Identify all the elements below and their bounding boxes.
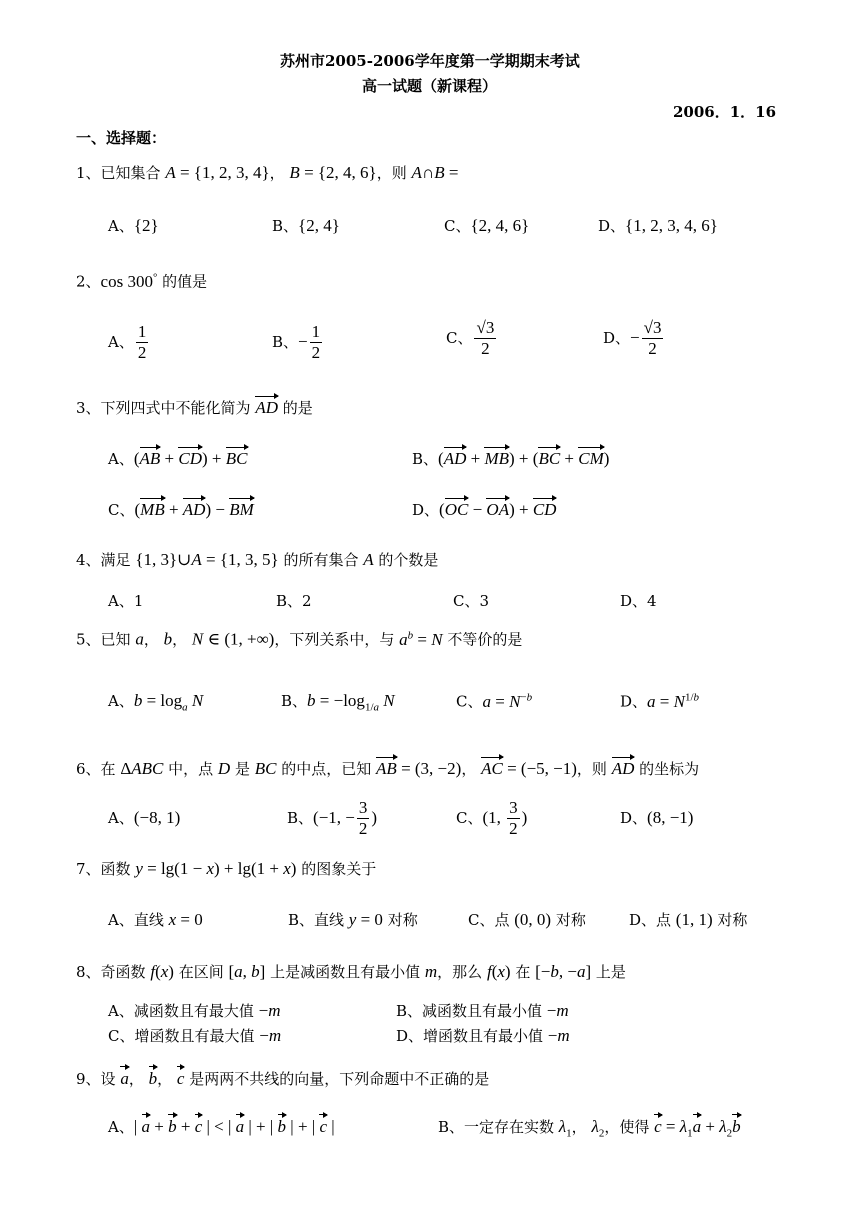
q4-option-a: A、1 xyxy=(108,592,144,610)
q8-option-d: D、增函数且有最小值 −m xyxy=(396,1026,570,1045)
question-1-stem: 1、已知集合 A = {1, 2, 3, 4}， B = {2, 4, 6}，则 A∩B = xyxy=(76,163,459,182)
question-8-stem: 8、奇函数 f(x) 在区间 [a, b] 上是减函数且有最小值 m，那么 f(x) 在 [−b, −a] 上是 xyxy=(76,962,626,981)
q4-option-c: C、3 xyxy=(453,592,490,610)
q1-option-a: A、{2} xyxy=(108,216,159,235)
q1-option-b: B、{2, 4} xyxy=(272,216,340,235)
q5-option-c: C、$a = N^{-b}$ xyxy=(456,691,533,711)
q9-option-a: A、| a + b + c | < | a | + | b | + | c | xyxy=(108,1117,335,1136)
q8-option-a: A、减函数且有最大值 −m xyxy=(108,1001,281,1020)
question-3-stem: 3、下列四式中不能化简为 AD 的是 xyxy=(76,398,313,417)
question-9-stem: 9、设 a， b， c 是两两不共线的向量，下列命题中不正确的是 xyxy=(76,1069,490,1088)
q5-option-b: B、$b = -\log_{1/a}$ N xyxy=(281,691,395,714)
q7-option-d: D、点 (1, 1) 对称 xyxy=(629,910,748,929)
question-2-stem: 2、cos 300° 的值是 xyxy=(76,271,208,291)
q2-option-a: A、 $\frac{1}{2}$ xyxy=(108,322,147,363)
question-4-stem: 4、满足 {1, 3}∪A = {1, 3, 5} 的所有集合 A 的个数是 xyxy=(76,550,439,569)
q7-option-c: C、点 (0, 0) 对称 xyxy=(468,910,586,929)
q7-option-a: A、直线 x = 0 xyxy=(108,910,203,929)
q2-option-c: C、 $\frac{√3}{2}$ xyxy=(446,318,495,359)
exam-date: 2006．1．16 xyxy=(673,103,777,121)
q4-option-b: B、2 xyxy=(276,592,312,610)
q5-option-d: D、$a = N^{1/b}$ xyxy=(620,691,700,711)
q1-option-d: D、{1, 2, 3, 4, 6} xyxy=(598,216,718,235)
section-heading: 一、选择题： xyxy=(76,129,167,147)
q6-option-a: A、(−8, 1) xyxy=(108,808,181,827)
q2-option-b: B、− $\frac{1}{2}$ xyxy=(272,322,321,363)
q8-option-b: B、减函数且有最小值 −m xyxy=(396,1001,569,1020)
q6-option-b: B、(−1, − $\frac{3}{2}$ ) xyxy=(287,798,378,839)
q3-option-b: B、(AD + MB) + (BC + CM) xyxy=(412,449,610,468)
q8-option-c: C、增函数且有最大值 −m xyxy=(108,1026,282,1045)
q1-option-c: C、{2, 4, 6} xyxy=(444,216,530,235)
q6-option-c: C、(1, $\frac{3}{2}$ ) xyxy=(456,798,528,839)
q3-option-d: D、(OC − OA) + CD xyxy=(412,500,557,519)
exam-title: 苏州市2005-2006学年度第一学期期末考试 xyxy=(280,52,580,70)
q7-option-b: B、直线 y = 0 对称 xyxy=(288,910,418,929)
q6-option-d: D、(8, −1) xyxy=(620,808,694,827)
q3-option-c: C、(MB + AD) − BM xyxy=(108,500,254,519)
question-6-stem: 6、在 ΔABC 中，点 D 是 BC 的中点，已知 AB = (3, −2)， AC = (−5, −1)，则 AD 的坐标为 xyxy=(76,759,700,778)
q5-option-a: A、$b = \log_a N$ xyxy=(108,691,204,714)
question-5-stem: 5、已知 a， b， N ∈ (1, +∞)，下列关系中，与 $a^b = N$ 不等价的是 xyxy=(76,629,523,649)
q9-option-b: B、一定存在实数 $\lambda_1$， $\lambda_2$，使得 $c = \lambda_1a + \lambda_2b$ xyxy=(438,1117,741,1140)
q2-option-d: D、− $\frac{√3}{2}$ xyxy=(603,318,662,359)
q3-option-a: A、(AB + CD) + BC xyxy=(108,449,248,468)
q4-option-d: D、4 xyxy=(620,592,657,610)
exam-subtitle: 高一试题（新课程） xyxy=(362,77,498,95)
question-7-stem: 7、函数 y = lg(1 − x) + lg(1 + x) 的图象关于 xyxy=(76,859,377,878)
